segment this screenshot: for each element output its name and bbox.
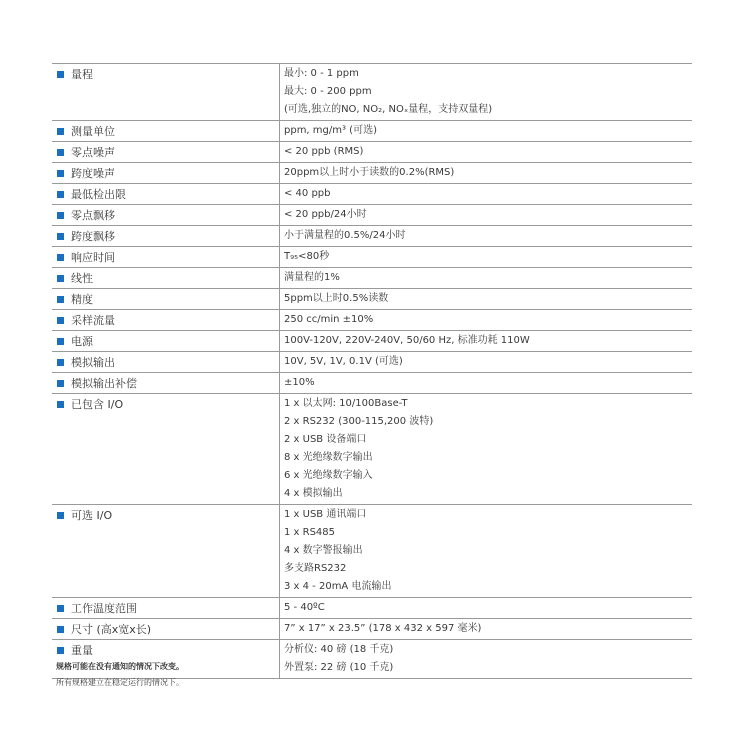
spec-label-cell [52, 394, 279, 504]
spec-value: < 40 ppb [284, 188, 331, 199]
spec-label-cell [52, 331, 279, 351]
spec-label: 重量 [71, 644, 93, 657]
spec-row [52, 64, 692, 121]
spec-value: 小于满量程的0.5%/24小时 [284, 230, 406, 241]
spec-value-cell [279, 121, 692, 141]
spec-value-cell [279, 268, 692, 288]
spec-row [52, 619, 692, 640]
spec-value: 3 x 4 - 20mA 电流输出 [284, 581, 392, 592]
spec-label: 零点飘移 [71, 209, 115, 222]
spec-label-cell [52, 619, 279, 639]
spec-value: 4 x 数字警报输出 [284, 545, 363, 556]
spec-label-cell [52, 184, 279, 204]
spec-label-cell [52, 598, 279, 618]
spec-value-cell [279, 331, 692, 351]
bullet-square-icon [57, 296, 64, 303]
spec-value: 多支路RS232 [284, 563, 347, 574]
spec-value-cell [279, 598, 692, 618]
footnote-stable-operation: 所有规格建立在稳定运行的情况下。 [56, 678, 184, 687]
spec-row [52, 289, 692, 310]
spec-row [52, 352, 692, 373]
spec-label: 已包含 I/O [71, 398, 124, 411]
spec-row [52, 505, 692, 598]
spec-value: 最小: 0 - 1 ppm [284, 68, 359, 79]
spec-value: 8 x 光绝缘数字输出 [284, 452, 373, 463]
spec-label-cell [52, 64, 279, 120]
bullet-square-icon [57, 149, 64, 156]
spec-label: 跨度飘移 [71, 230, 115, 243]
spec-label-cell [52, 226, 279, 246]
bullet-square-icon [57, 191, 64, 198]
spec-label: 零点噪声 [71, 146, 115, 159]
bullet-square-icon [57, 338, 64, 345]
bullet-square-icon [57, 605, 64, 612]
spec-value: 1 x 以太网: 10/100Base-T [284, 398, 408, 409]
spec-label-cell [52, 205, 279, 225]
spec-value: (可选,独立的NO, NO₂, NOₓ量程，支持双量程) [284, 104, 493, 115]
bullet-square-icon [57, 254, 64, 261]
spec-value: 最大: 0 - 200 ppm [284, 86, 372, 97]
spec-value-cell [279, 394, 692, 504]
spec-label-cell [52, 352, 279, 372]
bullet-square-icon [57, 170, 64, 177]
spec-row [52, 640, 692, 679]
spec-value: < 20 ppb (RMS) [284, 146, 364, 157]
spec-label: 模拟输出 [71, 356, 115, 369]
bullet-square-icon [57, 212, 64, 219]
bullet-square-icon [57, 128, 64, 135]
spec-value: 5 - 40ºC [284, 602, 325, 613]
spec-table [52, 63, 692, 679]
spec-value: < 20 ppb/24小时 [284, 209, 367, 220]
spec-value: 外置泵: 22 磅 (10 千克) [284, 662, 394, 673]
bullet-square-icon [57, 380, 64, 387]
spec-label: 最低检出限 [71, 188, 126, 201]
spec-value-cell [279, 619, 692, 639]
spec-value-cell [279, 142, 692, 162]
spec-label-cell [52, 373, 279, 393]
spec-label: 精度 [71, 293, 93, 306]
spec-label: 电源 [71, 335, 93, 348]
spec-value-cell [279, 373, 692, 393]
spec-row [52, 184, 692, 205]
spec-value-cell [279, 352, 692, 372]
spec-label: 测量单位 [71, 125, 115, 138]
spec-value-cell [279, 640, 692, 678]
spec-row [52, 331, 692, 352]
spec-label-cell [52, 268, 279, 288]
bullet-square-icon [57, 401, 64, 408]
spec-value-cell [279, 205, 692, 225]
spec-row [52, 373, 692, 394]
spec-value: 7” x 17” x 23.5” (178 x 432 x 597 毫米) [284, 623, 482, 634]
spec-label-cell [52, 121, 279, 141]
bullet-square-icon [57, 512, 64, 519]
spec-label-cell [52, 289, 279, 309]
spec-value: ±10% [284, 377, 315, 388]
spec-value: 6 x 光绝缘数字输入 [284, 470, 373, 481]
spec-label: 响应时间 [71, 251, 115, 264]
spec-value: 1 x RS485 [284, 527, 336, 538]
spec-value-cell [279, 505, 692, 597]
bullet-square-icon [57, 626, 64, 633]
spec-label-cell [52, 310, 279, 330]
spec-value-cell [279, 310, 692, 330]
spec-row [52, 163, 692, 184]
spec-value: ppm, mg/m³ (可选) [284, 125, 377, 136]
spec-value: 4 x 模拟输出 [284, 488, 343, 499]
footnote-change-notice: 规格可能在没有通知的情况下改变。 [56, 662, 184, 671]
spec-row [52, 226, 692, 247]
spec-row [52, 268, 692, 289]
spec-label-cell [52, 163, 279, 183]
spec-value: T₉₅<80秒 [284, 251, 330, 262]
spec-value: 1 x USB 通讯端口 [284, 509, 367, 520]
bullet-square-icon [57, 233, 64, 240]
spec-label: 量程 [71, 68, 93, 81]
spec-value-cell [279, 289, 692, 309]
spec-value: 5ppm以上时0.5%读数 [284, 293, 389, 304]
spec-label: 线性 [71, 272, 93, 285]
spec-value: 2 x RS232 (300-115,200 波特) [284, 416, 434, 427]
spec-row [52, 310, 692, 331]
bullet-square-icon [57, 275, 64, 282]
spec-label: 可选 I/O [71, 509, 113, 522]
spec-value: 2 x USB 设备端口 [284, 434, 367, 445]
spec-row [52, 394, 692, 505]
spec-value: 满量程的1% [284, 272, 340, 283]
spec-label: 工作温度范围 [71, 602, 137, 615]
spec-row [52, 121, 692, 142]
spec-value-cell [279, 247, 692, 267]
spec-value: 100V-120V, 220V-240V, 50/60 Hz, 标准功耗 110W [284, 335, 530, 346]
spec-row [52, 598, 692, 619]
spec-label: 采样流量 [71, 314, 115, 327]
spec-label: 模拟输出补偿 [71, 377, 137, 390]
spec-label-cell [52, 640, 279, 678]
spec-label: 尺寸 (高x宽x长) [71, 623, 152, 636]
spec-value-cell [279, 184, 692, 204]
spec-label-cell [52, 142, 279, 162]
spec-label-cell [52, 505, 279, 597]
spec-value-cell [279, 163, 692, 183]
spec-row [52, 142, 692, 163]
spec-label: 跨度噪声 [71, 167, 115, 180]
bullet-square-icon [57, 647, 64, 654]
spec-value-cell [279, 226, 692, 246]
spec-value-cell [279, 64, 692, 120]
spec-value: 分析仪: 40 磅 (18 千克) [284, 644, 394, 655]
spec-value: 250 cc/min ±10% [284, 314, 374, 325]
spec-row [52, 205, 692, 226]
spec-label-cell [52, 247, 279, 267]
bullet-square-icon [57, 317, 64, 324]
bullet-square-icon [57, 71, 64, 78]
bullet-square-icon [57, 359, 64, 366]
spec-value: 10V, 5V, 1V, 0.1V (可选) [284, 356, 403, 367]
spec-row [52, 247, 692, 268]
spec-value: 20ppm以上时小于读数的0.2%(RMS) [284, 167, 455, 178]
